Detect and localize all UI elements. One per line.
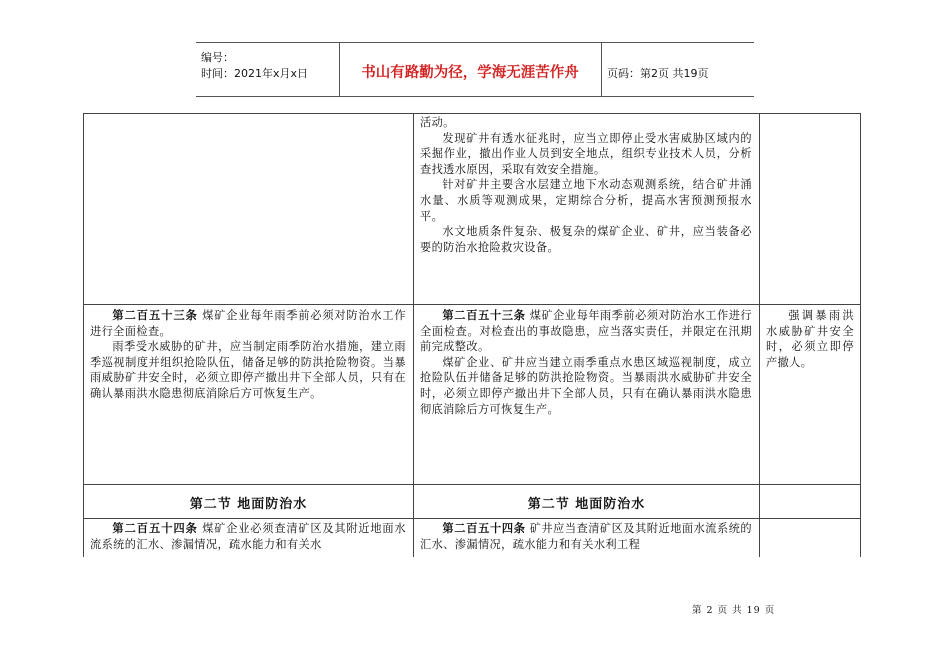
article-text: 煤矿企业每年雨季前必须对防治水工作进行全面检查。 <box>90 309 407 338</box>
article-title: 第二百五十三条 <box>112 309 198 322</box>
row4-middle-cell <box>420 521 752 552</box>
code-label: 编号： <box>201 51 234 64</box>
column-divider <box>759 114 760 557</box>
row1-middle-cell <box>420 115 752 255</box>
article-title: 第二百五十四条 <box>112 522 198 535</box>
header-motto-cell <box>339 43 602 96</box>
comparison-table <box>83 113 861 557</box>
paragraph: 针对矿井主要含水层建立地下水动态观测系统，结合矿井涌水量、水质等观测成果，定期综合分析，提高水害预测预报水平。 <box>420 178 752 223</box>
article-title: 第二百五十三条 <box>442 309 526 322</box>
article-paragraph <box>90 521 406 552</box>
time-label: 时间：2021年x月x日 <box>201 67 309 80</box>
row-divider <box>84 518 860 519</box>
header-info-cell <box>196 43 340 96</box>
paragraph: 煤矿企业、矿井应当建立雨季重点水患区域巡视制度，成立抢险队伍并储备足够的防洪抢险物资。当暴雨洪水威胁矿井安全时，必须立即停产撤出井下全部人员，只有在确认暴雨洪水隐患彻底消除后方可恢复生产。 <box>420 355 752 416</box>
row-divider <box>84 304 860 305</box>
article-text: 煤矿企业每年雨季前必须对防治水工作进行全面检查。对检查出的事故隐患，应当落实责任，并限定在汛期前完成整改。 <box>420 309 752 354</box>
row4-left-cell <box>90 521 406 552</box>
paragraph: 活动。 <box>420 116 455 129</box>
paragraph: 雨季受水威胁的矿井，应当制定雨季防治水措施，建立雨季巡视制度并组织抢险队伍，储备足够的防洪抢险物资。当暴雨威胁矿井安全时，必须立即停产撤出井下全部人员，只有在确认暴雨洪水隐患彻底消除后方可恢复生产。 <box>90 340 406 400</box>
note-paragraph: 强调暴雨洪水威胁矿井安全时，必须立即停产撤人。 <box>766 309 854 369</box>
row2-left-cell <box>90 308 406 402</box>
page-info: 页码：第2页 共19页 <box>607 67 709 80</box>
column-divider <box>413 114 414 557</box>
article-paragraph <box>90 308 406 339</box>
page-footer: 第 2 页 共 19 页 <box>692 605 776 616</box>
article-title: 第二百五十四条 <box>442 522 526 535</box>
article-paragraph <box>420 521 752 552</box>
header-page-cell <box>602 43 754 96</box>
article-text: 煤矿企业必须查清矿区及其附近地面水流系统的汇水、渗漏情况，疏水能力和有关水 <box>90 522 407 551</box>
motto: 书山有路勤为径，学海无涯苦作舟 <box>361 65 579 81</box>
paragraph: 水文地质条件复杂、极复杂的煤矿企业、矿井，应当装备必要的防治水抢险救灾设备。 <box>420 225 752 254</box>
article-text: 矿井应当查清矿区及其附近地面水流系统的汇水、渗漏情况，疏水能力和有关水利工程 <box>420 522 752 551</box>
page-header <box>196 42 754 97</box>
section-heading-left: 第二节 地面防治水 <box>189 497 308 512</box>
paragraph: 发现矿井有透水征兆时，应当立即停止受水害威胁区域内的采掘作业，撤出作业人员到安全地点，组织专业技术人员，分析查找透水原因，采取有效安全措施。 <box>420 131 752 176</box>
row2-note-cell <box>766 308 854 370</box>
article-paragraph <box>420 308 752 355</box>
section-heading-middle: 第二节 地面防治水 <box>527 497 646 512</box>
row2-middle-cell <box>420 308 752 417</box>
row-divider <box>84 484 860 485</box>
